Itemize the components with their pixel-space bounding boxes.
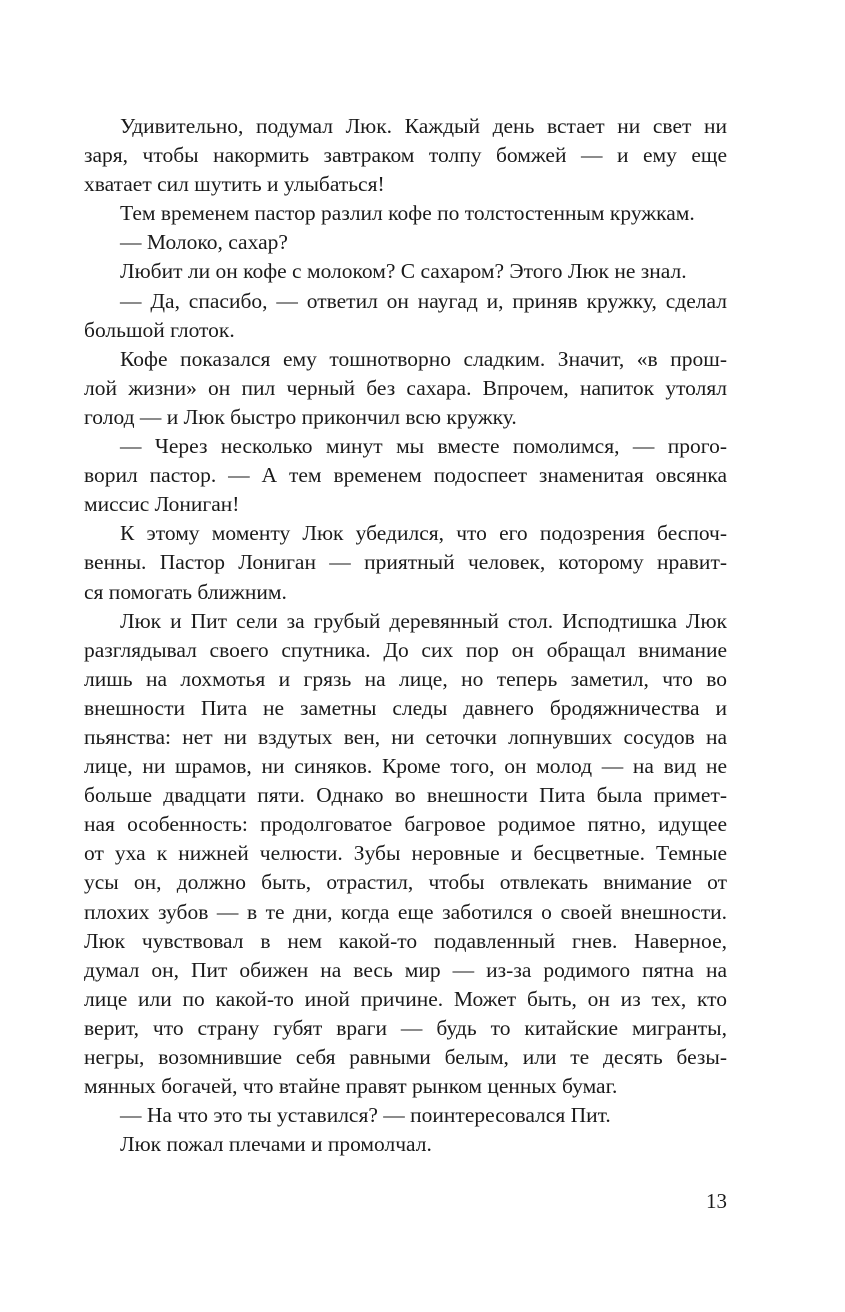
page-number: 13 [706, 1189, 727, 1213]
text-line: — Да, спасибо, — ответил он наугад и, приняв кружку, сделал [120, 288, 727, 313]
text-line: — Через несколько минут мы вместе помолимся, — прого- [120, 434, 727, 459]
text-line: — Молоко, сахар? [120, 230, 288, 255]
text-line: Люк чувствовал в нем какой-то подавленный гнев. Наверное, [84, 928, 727, 953]
text-line: Удивительно, подумал Люк. Каждый день встает ни свет ни [120, 114, 727, 138]
text-line: — На что это ты уставился? — поинтересовался Пит. [120, 1103, 611, 1128]
text-line: К этому моменту Люк убедился, что его подозрения беспоч- [120, 521, 727, 546]
text-line: заря, чтобы накормить завтраком толпу бомжей — и ему еще [84, 143, 727, 168]
text-line: ворил пастор. — А тем временем подоспеет знаменитая овсянка [84, 463, 727, 488]
text-line: мянных богачей, что втайне правят рынком ценных бумаг. [84, 1074, 618, 1099]
text-line: ся помогать ближним. [84, 579, 287, 604]
text-line: плохих зубов — в те дни, когда еще заботился о своей внешности. [84, 899, 727, 924]
text-line: больше двадцати пяти. Однако во внешности Пита была примет- [84, 783, 727, 808]
text-line: негры, возомнившие себя равными белым, или те десять безы- [84, 1045, 727, 1069]
text-line: разглядывал своего спутника. До сих пор он обращал внимание [84, 637, 727, 662]
text-line: Тем временем пастор разлил кофе по толстостенным кружкам. [120, 201, 695, 226]
body-text [84, 112, 727, 1159]
text-line: Любит ли он кофе с молоком? С сахаром? Этого Люк не знал. [120, 259, 687, 284]
text-line: Люк пожал плечами и промолчал. [120, 1132, 432, 1157]
text-line: венны. Пастор Лониган — приятный человек, которому нравит- [84, 550, 727, 575]
text-line: Кофе показался ему тошнотворно сладким. Значит, «в прош- [120, 346, 727, 371]
text-line: лишь на лохмотья и грязь на лице, но теперь заметил, что во [84, 666, 727, 691]
text-line: лой жизни» он пил черный без сахара. Впрочем, напиток утолял [84, 375, 727, 400]
text-line: внешности Пита не заметны следы давнего бродяжничества и [84, 695, 727, 720]
text-line: от уха к нижней челюсти. Зубы неровные и бесцветные. Темные [84, 841, 727, 866]
text-line: лице или по какой-то иной причине. Может быть, он из тех, кто [84, 986, 727, 1011]
text-line: пьянства: нет ни вздутых вен, ни сеточки лопнувших сосудов на [84, 724, 727, 749]
text-line: усы он, должно быть, отрастил, чтобы отвлекать внимание от [84, 870, 727, 895]
text-line: миссис Лониган! [84, 492, 240, 517]
text-line: большой глоток. [84, 317, 235, 342]
text-line: думал он, Пит обижен на весь мир — из-за родимого пятна на [84, 957, 727, 982]
text-line: верит, что страну губят враги — будь то китайские мигранты, [84, 1015, 727, 1040]
text-line: хватает сил шутить и улыбаться! [84, 172, 385, 197]
text-line: Люк и Пит сели за грубый деревянный стол. Исподтишка Люк [120, 608, 727, 633]
text-line: ная особенность: продолговатое багровое родимое пятно, идущее [84, 812, 727, 837]
text-line: голод — и Люк быстро прикончил всю кружку. [84, 404, 517, 429]
text-line: лице, ни шрамов, ни синяков. Кроме того, он молод — на вид не [84, 754, 727, 779]
